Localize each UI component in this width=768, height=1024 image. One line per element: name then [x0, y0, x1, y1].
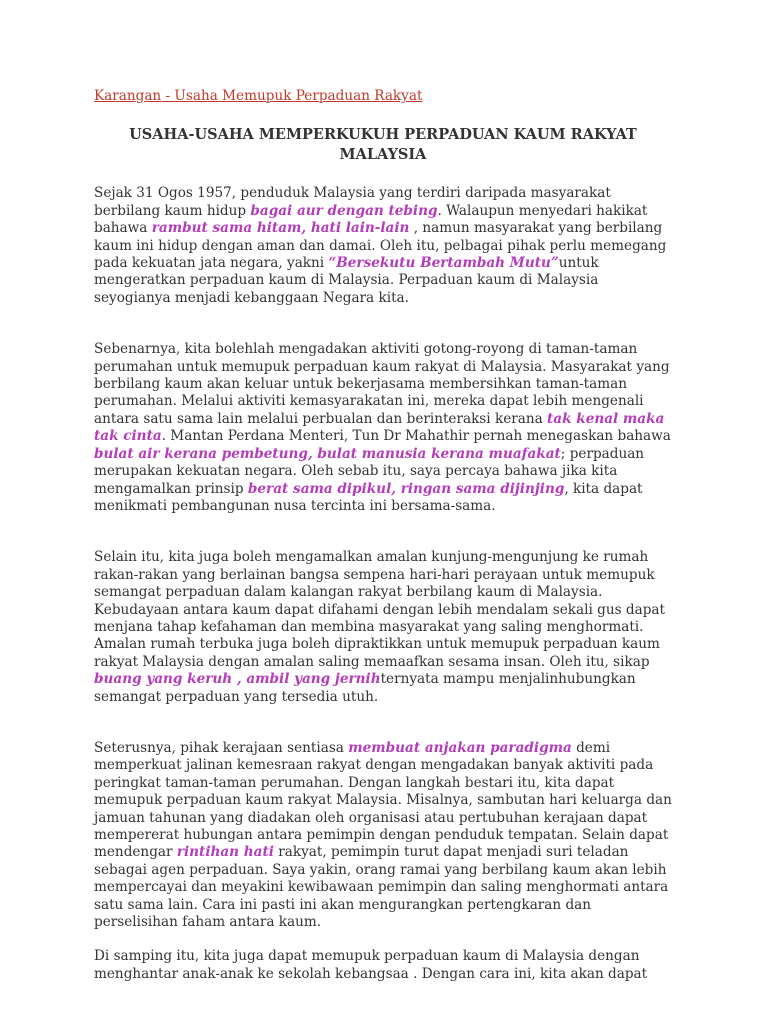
- motto: “Bersekutu Bertambah Mutu”: [328, 255, 559, 272]
- peribahasa: bagai aur dengan tebing: [250, 202, 438, 219]
- article-link[interactable]: Karangan - Usaha Memupuk Perpaduan Rakyat: [94, 88, 423, 104]
- article-link-line: [94, 88, 672, 105]
- paragraph-2: Sebenarnya, kita bolehlah mengadakan aktiviti gotong-royong di taman-taman perumahan untuk memupuk perpaduan kaum rakyat di Malaysia. Masyarakat yang berbilang kaum akan keluar untuk bekerjasama membersihkan taman-taman perumahan. Melalui aktiviti kemasyarakatan ini, mereka dapat lebih mengenali antara satu sama lain melalui perbualan dan berinteraksi kerana tak kenal maka tak cinta. Mantan Perdana Menteri, Tun Dr Mahathir pernah menegaskan bahawa bulat air kerana pembetung, bulat manusia kerana muafakat; perpaduan merupakan kekuatan negara. Oleh sebab itu, saya percaya bahawa jika kita mengamalkan prinsip berat sama dipikul, ringan sama dijinjing, kita dapat menikmati pembangunan nusa tercinta ini bersama-sama.: [94, 341, 671, 514]
- peribahasa: bulat air kerana pembetung, bulat manusia kerana muafakat: [94, 445, 561, 462]
- article-title: USAHA-USAHA MEMPERKUKUH PERPADUAN KAUM RAKYAT MALAYSIA: [129, 126, 637, 164]
- document: [94, 88, 672, 983]
- peribahasa: membuat anjakan paradigma: [348, 739, 572, 756]
- peribahasa: buang yang keruh , ambil yang jernih: [94, 671, 381, 688]
- peribahasa: rintihan hati: [176, 844, 274, 861]
- paragraph-4: Seterusnya, pihak kerajaan sentiasa membuat anjakan paradigma demi memperkuat jalinan kemesraan rakyat dengan mengadakan banyak aktiviti pada peringkat taman-taman perumahan. Dengan langkah bestari itu, kita dapat memupuk perpaduan kaum rakyat Malaysia. Misalnya, sambutan hari keluarga dan jamuan tahunan yang diadakan oleh organisasi atau pertubuhan kerajaan dapat mempererat hubungan antara pemimpin dengan penduduk tempatan. Selain dapat mendengar rintihan hati rakyat, pemimpin turut dapat menjadi suri teladan sebagai agen perpaduan. Saya yakin, orang ramai yang berbilang kaum akan lebih mempercayai dan meyakini kewibawaan pemimpin dan saling menghormati antara satu sama lain. Cara ini pasti ini akan mengurangkan pertengkaran dan perselisihan faham antara kaum.: [94, 739, 672, 931]
- paragraph-5: Di samping itu, kita juga dapat memupuk perpaduan kaum di Malaysia dengan menghantar anak-anak ke sekolah kebangsaa . Dengan cara ini, kita akan dapat: [94, 948, 648, 982]
- paragraph-1: Sejak 31 Ogos 1957, penduduk Malaysia yang terdiri daripada masyarakat berbilang kaum hidup bagai aur dengan tebing. Walaupun menyedari hakikat bahawa rambut sama hitam, hati lain-lain , namun masyarakat yang berbilang kaum ini hidup dengan aman dan damai. Oleh itu, pelbagai pihak perlu memegang pada kekuatan jata negara, yakni “Bersekutu Bertambah Mutu”untuk mengeratkan perpaduan kaum di Malaysia. Perpaduan kaum di Malaysia seyogianya menjadi kebanggaan Negara kita.: [94, 185, 667, 306]
- peribahasa: tak kenal maka tak cinta: [94, 410, 665, 445]
- paragraph-3: Selain itu, kita juga boleh mengamalkan amalan kunjung-mengunjung ke rumah rakan-rakan yang berlainan bangsa sempena hari-hari perayaan untuk memupuk semangat perpaduan dalam kalangan rakyat berbilang kaum di Malaysia. Kebudayaan antara kaum dapat difahami dengan lebih mendalam sekali gus dapat menjana tahap kefahaman dan membina masyarakat yang saling menghormati. Amalan rumah terbuka juga boleh dipraktikkan untuk memupuk perpaduan kaum rakyat Malaysia dengan amalan saling memaafkan sesama insan. Oleh itu, sikap buang yang keruh , ambil yang jernihternyata mampu menjalinhubungkan semangat perpaduan yang tersedia utuh.: [94, 549, 665, 705]
- peribahasa: berat sama dipikul, ringan sama dijinjing: [247, 480, 565, 497]
- peribahasa: rambut sama hitam, hati lain-lain: [151, 220, 410, 237]
